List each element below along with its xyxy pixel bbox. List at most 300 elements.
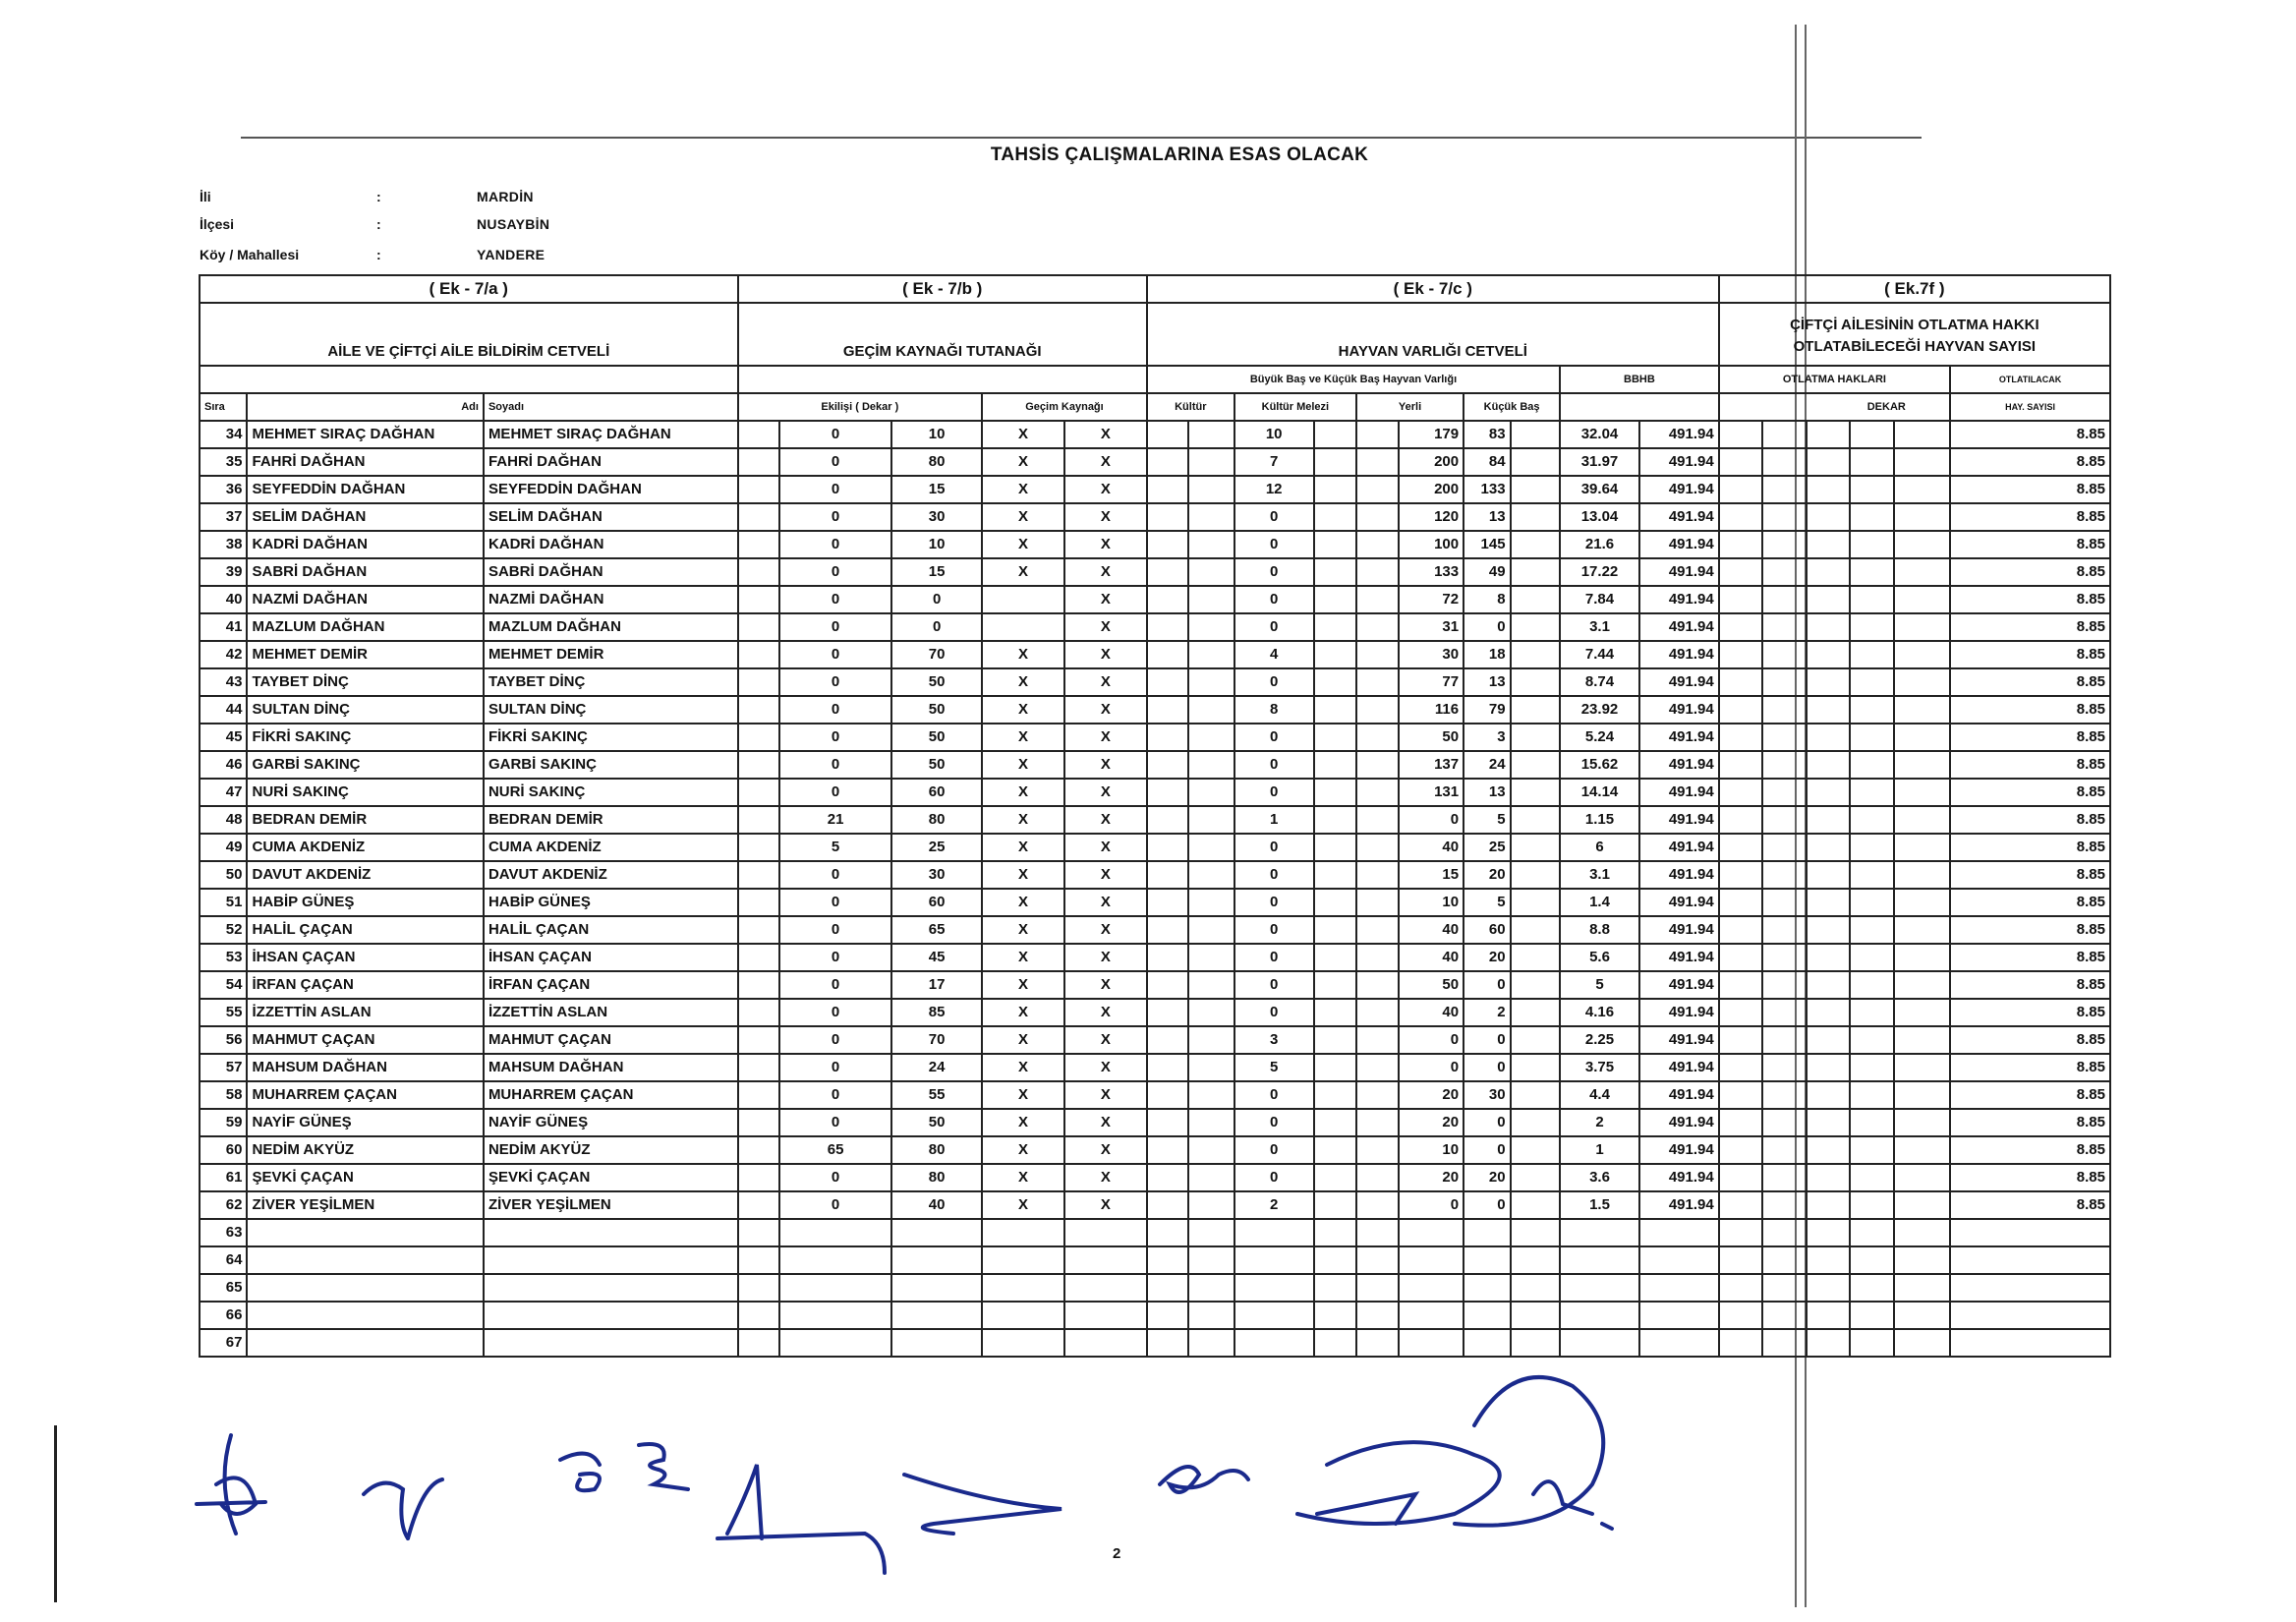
ekilis-1-cell bbox=[779, 1246, 891, 1274]
ekilis-1-cell: 0 bbox=[779, 696, 891, 724]
first-name-cell: DAVUT AKDENİZ bbox=[247, 861, 483, 889]
hay-sayisi-cell: 8.85 bbox=[1950, 999, 2110, 1026]
table-row bbox=[200, 503, 2110, 531]
colon: : bbox=[376, 189, 381, 204]
empty-cell bbox=[738, 586, 779, 613]
row-number: 44 bbox=[200, 696, 247, 724]
kucuk-bas-1-cell: 100 bbox=[1399, 531, 1464, 558]
empty-cell bbox=[1807, 1136, 1850, 1164]
empty-cell bbox=[1356, 834, 1399, 861]
bbhb-cell: 21.6 bbox=[1560, 531, 1639, 558]
gecim-2-cell bbox=[1064, 1219, 1147, 1246]
bbhb-cell: 6 bbox=[1560, 834, 1639, 861]
empty-cell bbox=[1147, 944, 1188, 971]
empty-cell bbox=[1894, 1302, 1951, 1329]
gecim-2-cell bbox=[1064, 1246, 1147, 1274]
hay-sayisi-cell: 8.85 bbox=[1950, 779, 2110, 806]
first-name-cell: MUHARREM ÇAÇAN bbox=[247, 1081, 483, 1109]
empty-cell bbox=[1356, 1026, 1399, 1054]
dekar-cell: 491.94 bbox=[1639, 641, 1719, 668]
first-name-cell bbox=[247, 1274, 483, 1302]
empty-cell bbox=[1188, 834, 1234, 861]
top-rule bbox=[241, 137, 1922, 139]
kultur-melezi-cell: 10 bbox=[1234, 421, 1314, 448]
empty-cell bbox=[1356, 1054, 1399, 1081]
empty-cell bbox=[1719, 476, 1762, 503]
empty-cell bbox=[738, 1026, 779, 1054]
bbhb-cell: 5.6 bbox=[1560, 944, 1639, 971]
empty-cell bbox=[1894, 421, 1951, 448]
empty-cell bbox=[1511, 503, 1561, 531]
gecim-1-cell: X bbox=[982, 1054, 1064, 1081]
empty-cell bbox=[1356, 696, 1399, 724]
empty-cell bbox=[1850, 971, 1893, 999]
bbhb-cell: 5.24 bbox=[1560, 724, 1639, 751]
ek7a-heading: ( Ek - 7/a ) bbox=[200, 275, 738, 303]
ekilis-2-cell: 80 bbox=[891, 1164, 982, 1191]
empty-cell bbox=[1314, 1136, 1356, 1164]
empty-cell bbox=[1719, 1219, 1762, 1246]
table-row bbox=[200, 1164, 2110, 1191]
signature-1 bbox=[197, 1435, 265, 1534]
empty-cell bbox=[1188, 503, 1234, 531]
ekilis-1-cell: 0 bbox=[779, 889, 891, 916]
empty-cell bbox=[1356, 1164, 1399, 1191]
gecim-2-cell: X bbox=[1064, 1109, 1147, 1136]
kultur-melezi-cell bbox=[1234, 1329, 1314, 1357]
row-number: 60 bbox=[200, 1136, 247, 1164]
empty-cell bbox=[1188, 916, 1234, 944]
row-number: 54 bbox=[200, 971, 247, 999]
empty-cell bbox=[1188, 1081, 1234, 1109]
first-name-cell: NAYİF GÜNEŞ bbox=[247, 1109, 483, 1136]
empty-cell bbox=[1719, 1274, 1762, 1302]
bbhb-cell: 3.1 bbox=[1560, 613, 1639, 641]
ekilis-1-cell: 0 bbox=[779, 724, 891, 751]
first-name-cell: TAYBET DİNÇ bbox=[247, 668, 483, 696]
kultur-melezi-cell: 0 bbox=[1234, 1136, 1314, 1164]
gecim-2-cell: X bbox=[1064, 586, 1147, 613]
kucuk-bas-1-cell: 15 bbox=[1399, 861, 1464, 889]
empty-cell bbox=[1894, 1026, 1951, 1054]
empty-cell bbox=[1314, 613, 1356, 641]
kultur-melezi-cell: 0 bbox=[1234, 724, 1314, 751]
empty-cell bbox=[1356, 1246, 1399, 1274]
bbhb-heading: BBHB bbox=[1560, 366, 1719, 393]
empty-cell bbox=[1147, 834, 1188, 861]
dekar-cell: 491.94 bbox=[1639, 1191, 1719, 1219]
empty-cell bbox=[1762, 1054, 1806, 1081]
empty-cell bbox=[1560, 393, 1719, 421]
last-name-cell: GARBİ SAKINÇ bbox=[484, 751, 738, 779]
first-name-cell: MAHSUM DAĞHAN bbox=[247, 1054, 483, 1081]
empty-cell bbox=[1511, 1136, 1561, 1164]
last-name-cell: TAYBET DİNÇ bbox=[484, 668, 738, 696]
empty-cell bbox=[1188, 1329, 1234, 1357]
first-name-cell: MAZLUM DAĞHAN bbox=[247, 613, 483, 641]
empty-cell bbox=[1762, 1081, 1806, 1109]
gecim-kaynagi-heading: Geçim Kaynağı bbox=[982, 393, 1147, 421]
empty-cell bbox=[738, 806, 779, 834]
empty-cell bbox=[1188, 668, 1234, 696]
empty-cell bbox=[1356, 1109, 1399, 1136]
empty-cell bbox=[1894, 916, 1951, 944]
empty-cell bbox=[1762, 586, 1806, 613]
table-row bbox=[200, 834, 2110, 861]
empty-cell bbox=[1188, 696, 1234, 724]
gecim-2-cell: X bbox=[1064, 476, 1147, 503]
bbhb-cell: 1 bbox=[1560, 1136, 1639, 1164]
empty-cell bbox=[1807, 1191, 1850, 1219]
kucuk-bas-1-cell bbox=[1399, 1302, 1464, 1329]
empty-cell bbox=[1807, 999, 1850, 1026]
first-name-cell: MAHMUT ÇAÇAN bbox=[247, 1026, 483, 1054]
kultur-melezi-cell: 0 bbox=[1234, 668, 1314, 696]
kucuk-bas-1-cell: 50 bbox=[1399, 724, 1464, 751]
empty-cell bbox=[1807, 476, 1850, 503]
gecim-2-cell bbox=[1064, 1329, 1147, 1357]
row-number: 34 bbox=[200, 421, 247, 448]
gecim-2-cell: X bbox=[1064, 1026, 1147, 1054]
kultur-melezi-cell: 8 bbox=[1234, 696, 1314, 724]
signature-7 bbox=[1297, 1377, 1612, 1529]
row-number: 35 bbox=[200, 448, 247, 476]
ekilis-1-cell bbox=[779, 1274, 891, 1302]
dekar-cell: 491.94 bbox=[1639, 724, 1719, 751]
empty-cell bbox=[1147, 806, 1188, 834]
ekilis-2-cell: 55 bbox=[891, 1081, 982, 1109]
empty-cell bbox=[1850, 806, 1893, 834]
empty-cell bbox=[738, 1191, 779, 1219]
bbhb-cell: 31.97 bbox=[1560, 448, 1639, 476]
empty-cell bbox=[1807, 421, 1850, 448]
first-name-cell: BEDRAN DEMİR bbox=[247, 806, 483, 834]
last-name-cell: BEDRAN DEMİR bbox=[484, 806, 738, 834]
empty-cell bbox=[1850, 1219, 1893, 1246]
first-name-cell bbox=[247, 1246, 483, 1274]
ekilis-2-cell: 24 bbox=[891, 1054, 982, 1081]
hay-sayisi-cell: 8.85 bbox=[1950, 1136, 2110, 1164]
il-label: İli bbox=[200, 189, 211, 204]
empty-cell bbox=[738, 916, 779, 944]
last-name-cell bbox=[484, 1246, 738, 1274]
kultur-melezi-cell: 0 bbox=[1234, 1109, 1314, 1136]
empty-cell bbox=[1807, 779, 1850, 806]
kucuk-bas-2-cell bbox=[1464, 1302, 1510, 1329]
kultur-melezi-cell bbox=[1234, 1219, 1314, 1246]
kucuk-bas-1-cell: 131 bbox=[1399, 779, 1464, 806]
kucuk-bas-2-cell: 24 bbox=[1464, 751, 1510, 779]
ekilis-1-cell: 21 bbox=[779, 806, 891, 834]
bbhb-cell: 14.14 bbox=[1560, 779, 1639, 806]
ekilis-2-cell: 60 bbox=[891, 889, 982, 916]
section-title-row bbox=[200, 303, 2110, 366]
empty-cell bbox=[1850, 1081, 1893, 1109]
empty-cell bbox=[1807, 834, 1850, 861]
empty-cell bbox=[738, 1246, 779, 1274]
kucuk-bas-1-cell: 0 bbox=[1399, 1191, 1464, 1219]
first-name-cell: GARBİ SAKINÇ bbox=[247, 751, 483, 779]
empty-cell bbox=[1314, 1274, 1356, 1302]
empty-cell bbox=[1188, 1302, 1234, 1329]
empty-cell bbox=[738, 1274, 779, 1302]
row-number: 65 bbox=[200, 1274, 247, 1302]
empty-cell bbox=[1147, 1191, 1188, 1219]
document-title: TAHSİS ÇALIŞMALARINA ESAS OLACAK bbox=[990, 145, 1369, 165]
first-name-cell: İZZETTİN ASLAN bbox=[247, 999, 483, 1026]
empty-cell bbox=[1314, 806, 1356, 834]
kultur-melezi-cell: 0 bbox=[1234, 999, 1314, 1026]
sira-heading: Sıra bbox=[200, 393, 247, 421]
kucuk-bas-1-cell bbox=[1399, 1329, 1464, 1357]
empty-cell bbox=[1511, 1081, 1561, 1109]
empty-cell bbox=[1762, 834, 1806, 861]
empty-cell bbox=[1147, 971, 1188, 999]
kucuk-bas-1-cell: 0 bbox=[1399, 806, 1464, 834]
empty-cell bbox=[1314, 889, 1356, 916]
empty-cell bbox=[1147, 1081, 1188, 1109]
dekar-cell bbox=[1639, 1329, 1719, 1357]
ekilis-1-cell: 65 bbox=[779, 1136, 891, 1164]
kucuk-bas-1-cell bbox=[1399, 1274, 1464, 1302]
gecim-1-cell: X bbox=[982, 558, 1064, 586]
empty-cell bbox=[1894, 613, 1951, 641]
table-row bbox=[200, 421, 2110, 448]
kucuk-bas-2-cell: 133 bbox=[1464, 476, 1510, 503]
empty-cell bbox=[1719, 1246, 1762, 1274]
ek7c-heading: ( Ek - 7/c ) bbox=[1147, 275, 1719, 303]
empty-cell bbox=[1719, 751, 1762, 779]
empty-cell bbox=[1850, 613, 1893, 641]
empty-cell bbox=[1850, 1136, 1893, 1164]
empty-cell bbox=[1807, 1219, 1850, 1246]
empty-cell bbox=[1894, 668, 1951, 696]
bbhb-cell bbox=[1560, 1329, 1639, 1357]
empty-cell bbox=[1850, 531, 1893, 558]
gecim-1-cell: X bbox=[982, 1081, 1064, 1109]
dekar-cell: 491.94 bbox=[1639, 1054, 1719, 1081]
dekar-cell: 491.94 bbox=[1639, 861, 1719, 889]
empty-cell bbox=[1147, 861, 1188, 889]
empty-cell bbox=[1314, 1246, 1356, 1274]
gecim-1-cell: X bbox=[982, 448, 1064, 476]
empty-cell bbox=[1762, 421, 1806, 448]
last-name-cell: CUMA AKDENİZ bbox=[484, 834, 738, 861]
first-name-cell: HALİL ÇAÇAN bbox=[247, 916, 483, 944]
empty-cell bbox=[1314, 1054, 1356, 1081]
empty-cell bbox=[1807, 1054, 1850, 1081]
kucuk-bas-1-cell: 40 bbox=[1399, 834, 1464, 861]
ekilis-2-cell bbox=[891, 1302, 982, 1329]
kucuk-bas-2-cell: 20 bbox=[1464, 861, 1510, 889]
last-name-cell: FİKRİ SAKINÇ bbox=[484, 724, 738, 751]
first-name-cell bbox=[247, 1219, 483, 1246]
empty-cell bbox=[1894, 806, 1951, 834]
ekilis-1-cell: 0 bbox=[779, 971, 891, 999]
ekilis-2-cell: 10 bbox=[891, 421, 982, 448]
gecim-1-cell: X bbox=[982, 503, 1064, 531]
empty-cell bbox=[1719, 531, 1762, 558]
empty-cell bbox=[738, 834, 779, 861]
empty-cell bbox=[1188, 1109, 1234, 1136]
bbhb-cell: 3.1 bbox=[1560, 861, 1639, 889]
empty-cell bbox=[1314, 558, 1356, 586]
row-number: 57 bbox=[200, 1054, 247, 1081]
gecim-1-cell: X bbox=[982, 1164, 1064, 1191]
empty-cell bbox=[1894, 1274, 1951, 1302]
empty-cell bbox=[1894, 889, 1951, 916]
hay-sayisi-cell bbox=[1950, 1329, 2110, 1357]
empty-cell bbox=[1511, 1219, 1561, 1246]
bbhb-cell: 2 bbox=[1560, 1109, 1639, 1136]
row-number: 48 bbox=[200, 806, 247, 834]
empty-cell bbox=[1719, 558, 1762, 586]
row-number: 67 bbox=[200, 1329, 247, 1357]
group-row bbox=[200, 366, 2110, 393]
row-number: 55 bbox=[200, 999, 247, 1026]
empty-cell bbox=[1719, 779, 1762, 806]
kultur-heading: Kültür bbox=[1147, 393, 1234, 421]
empty-cell bbox=[1807, 558, 1850, 586]
empty-cell bbox=[1511, 861, 1561, 889]
kucuk-bas-2-cell: 3 bbox=[1464, 724, 1510, 751]
last-name-cell: HABİP GÜNEŞ bbox=[484, 889, 738, 916]
kultur-melezi-cell: 0 bbox=[1234, 971, 1314, 999]
empty-cell bbox=[1147, 1329, 1188, 1357]
empty-cell bbox=[1314, 834, 1356, 861]
ekilis-2-cell: 25 bbox=[891, 834, 982, 861]
hay-sayisi-cell bbox=[1950, 1274, 2110, 1302]
hay-sayisi-heading: HAY. SAYISI bbox=[1950, 393, 2110, 421]
empty-cell bbox=[1807, 806, 1850, 834]
empty-cell bbox=[1188, 779, 1234, 806]
empty-cell bbox=[1511, 1302, 1561, 1329]
empty-cell bbox=[1188, 476, 1234, 503]
empty-cell bbox=[738, 1329, 779, 1357]
bbhb-cell bbox=[1560, 1219, 1639, 1246]
empty-cell bbox=[1894, 448, 1951, 476]
column-row bbox=[200, 393, 2110, 421]
hay-sayisi-cell: 8.85 bbox=[1950, 751, 2110, 779]
dekar-cell: 491.94 bbox=[1639, 751, 1719, 779]
empty-cell bbox=[1719, 1329, 1762, 1357]
ekilis-2-cell: 65 bbox=[891, 916, 982, 944]
row-number: 42 bbox=[200, 641, 247, 668]
colon: : bbox=[376, 216, 381, 232]
row-number: 63 bbox=[200, 1219, 247, 1246]
kucuk-bas-2-cell bbox=[1464, 1274, 1510, 1302]
gecim-2-cell bbox=[1064, 1274, 1147, 1302]
empty-cell bbox=[1719, 889, 1762, 916]
empty-cell bbox=[1188, 1026, 1234, 1054]
dekar-heading: DEKAR bbox=[1719, 393, 1950, 421]
gecim-2-cell: X bbox=[1064, 1191, 1147, 1219]
ekilis-2-cell bbox=[891, 1246, 982, 1274]
kultur-melezi-cell: 0 bbox=[1234, 613, 1314, 641]
kultur-melezi-cell: 0 bbox=[1234, 861, 1314, 889]
empty-cell bbox=[1762, 1302, 1806, 1329]
table-row bbox=[200, 668, 2110, 696]
ekilis-1-cell: 0 bbox=[779, 613, 891, 641]
ekilis-1-cell: 0 bbox=[779, 476, 891, 503]
empty-cell bbox=[1356, 779, 1399, 806]
gecim-2-cell: X bbox=[1064, 724, 1147, 751]
empty-cell bbox=[1894, 1191, 1951, 1219]
gecim-2-cell: X bbox=[1064, 421, 1147, 448]
table-row bbox=[200, 1219, 2110, 1246]
bbhb-cell: 32.04 bbox=[1560, 421, 1639, 448]
gecim-2-cell: X bbox=[1064, 1164, 1147, 1191]
kucuk-bas-1-cell: 40 bbox=[1399, 999, 1464, 1026]
ekilis-1-cell: 0 bbox=[779, 999, 891, 1026]
empty-cell bbox=[1356, 613, 1399, 641]
dekar-cell: 491.94 bbox=[1639, 421, 1719, 448]
ilce-label: İlçesi bbox=[200, 216, 235, 232]
kucuk-bas-2-cell: 13 bbox=[1464, 668, 1510, 696]
empty-cell bbox=[1719, 503, 1762, 531]
empty-cell bbox=[1188, 1219, 1234, 1246]
empty-cell bbox=[1511, 1274, 1561, 1302]
ekilis-1-cell: 5 bbox=[779, 834, 891, 861]
last-name-cell bbox=[484, 1302, 738, 1329]
kucuk-bas-1-cell: 200 bbox=[1399, 476, 1464, 503]
empty-cell bbox=[1511, 889, 1561, 916]
dekar-cell: 491.94 bbox=[1639, 503, 1719, 531]
empty-cell bbox=[1850, 421, 1893, 448]
empty-cell bbox=[1511, 1191, 1561, 1219]
empty-cell bbox=[1356, 751, 1399, 779]
empty-cell bbox=[1719, 806, 1762, 834]
gecim-1-cell bbox=[982, 1246, 1064, 1274]
first-name-cell: SULTAN DİNÇ bbox=[247, 696, 483, 724]
last-name-cell: NURİ SAKINÇ bbox=[484, 779, 738, 806]
row-number: 49 bbox=[200, 834, 247, 861]
kultur-melezi-cell: 0 bbox=[1234, 586, 1314, 613]
ekilis-1-cell: 0 bbox=[779, 668, 891, 696]
first-name-cell: SEYFEDDİN DAĞHAN bbox=[247, 476, 483, 503]
first-name-cell: NAZMİ DAĞHAN bbox=[247, 586, 483, 613]
dekar-cell: 491.94 bbox=[1639, 1164, 1719, 1191]
bbhb-cell bbox=[1560, 1246, 1639, 1274]
empty-cell bbox=[1188, 889, 1234, 916]
empty-cell bbox=[1511, 531, 1561, 558]
empty-cell bbox=[1314, 1302, 1356, 1329]
ekilis-2-cell: 70 bbox=[891, 1026, 982, 1054]
gecim-1-cell: X bbox=[982, 834, 1064, 861]
empty-cell bbox=[1719, 834, 1762, 861]
aile-heading: AİLE VE ÇİFTÇİ AİLE BİLDİRİM CETVELİ bbox=[200, 303, 738, 366]
gecim-2-cell: X bbox=[1064, 999, 1147, 1026]
empty-cell bbox=[1850, 1191, 1893, 1219]
kucuk-bas-1-cell: 137 bbox=[1399, 751, 1464, 779]
kucuk-bas-1-cell bbox=[1399, 1246, 1464, 1274]
empty-cell bbox=[1511, 971, 1561, 999]
empty-cell bbox=[1894, 861, 1951, 889]
first-name-cell: CUMA AKDENİZ bbox=[247, 834, 483, 861]
hay-sayisi-cell: 8.85 bbox=[1950, 806, 2110, 834]
empty-cell bbox=[1762, 971, 1806, 999]
signature-3 bbox=[560, 1444, 688, 1490]
empty-cell bbox=[1356, 916, 1399, 944]
bbhb-cell: 4.4 bbox=[1560, 1081, 1639, 1109]
empty-cell bbox=[1511, 668, 1561, 696]
empty-cell bbox=[1719, 1191, 1762, 1219]
gecim-2-cell: X bbox=[1064, 779, 1147, 806]
ekilis-1-cell: 0 bbox=[779, 1026, 891, 1054]
table-row bbox=[200, 944, 2110, 971]
ekilis-2-cell: 50 bbox=[891, 1109, 982, 1136]
empty-cell bbox=[1188, 1164, 1234, 1191]
